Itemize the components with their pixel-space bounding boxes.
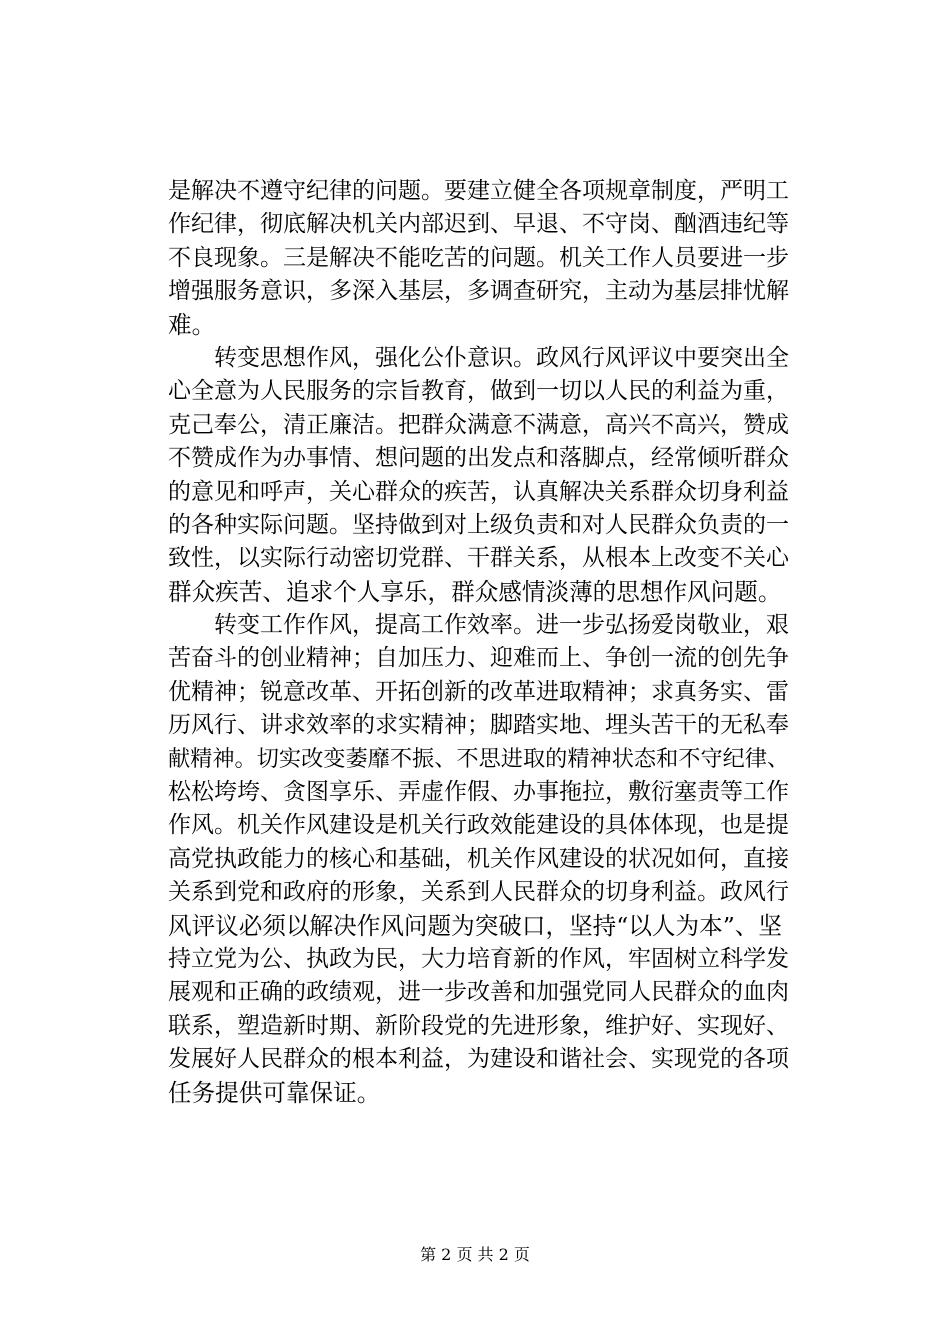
text-line: 不良现象。三是解决不能吃苦的问题。机关工作人员要进一步 — [168, 244, 789, 271]
text-line: 任务提供可靠保证。 — [168, 1078, 381, 1107]
text-line: 群众疾苦、追求个人享乐，群众感情淡薄的思想作风问题。 — [168, 577, 782, 606]
text-line: 克己奉公，清正廉洁。把群众满意不满意，高兴不高兴，赞成 — [168, 411, 789, 438]
text-line: 心全意为人民服务的宗旨教育，做到一切以人民的利益为重， — [168, 378, 789, 405]
text-line: 作纪律，彻底解决机关内部迟到、早退、不守岗、酗酒违纪等 — [168, 211, 789, 238]
text-line: 的意见和呼声，关心群众的疾苦，认真解决关系群众切身利益 — [168, 478, 789, 505]
text-line: 献精神。切实改变萎靡不振、不思进取的精神状态和不守纪律、 — [168, 745, 790, 772]
text-line: 不赞成作为办事情、想问题的出发点和落脚点，经常倾听群众 — [168, 445, 789, 472]
text-line: 作风。机关作风建设是机关行政效能建设的具体体现，也是提 — [168, 812, 789, 839]
text-line: 关系到党和政府的形象，关系到人民群众的切身利益。政风行 — [168, 879, 789, 906]
text-line: 转变工作作风，提高工作效率。进一步弘扬爱岗敬业，艰 — [168, 612, 789, 639]
text-line: 致性，以实际行动密切党群、干群关系，从根本上改变不关心 — [168, 545, 789, 572]
text-line: 展观和正确的政绩观，进一步改善和加强党同人民群众的血肉 — [168, 979, 789, 1006]
text-line: 优精神；锐意改革、开拓创新的改革进取精神；求真务实、雷 — [168, 678, 789, 705]
body-text — [168, 175, 790, 1110]
text-line: 松松垮垮、贪图享乐、弄虚作假、办事拖拉，敷衍塞责等工作 — [168, 779, 789, 806]
text-line: 持立党为公、执政为民，大力培育新的作风，牢固树立科学发 — [168, 945, 789, 972]
text-line: 增强服务意识，多深入基层，多调查研究，主动为基层排忧解 — [168, 278, 789, 305]
text-line: 的各种实际问题。坚持做到对上级负责和对人民群众负责的一 — [168, 511, 789, 538]
text-line: 风评议必须以解决作风问题为突破口，坚持“以人为本”、坚 — [168, 911, 782, 940]
page-footer: 第 2 页 共 2 页 — [420, 1245, 530, 1264]
text-line: 历风行、讲求效率的求实精神；脚踏实地、埋头苦干的无私奉 — [168, 712, 789, 739]
text-line: 是解决不遵守纪律的问题。要建立健全各项规章制度，严明工 — [168, 178, 789, 204]
text-line: 苦奋斗的创业精神；自加压力、迎难而上、争创一流的创先争 — [168, 645, 789, 672]
text-line: 发展好人民群众的根本利益，为建设和谐社会、实现党的各项 — [168, 1046, 789, 1073]
text-line: 联系，塑造新时期、新阶段党的先进形象，维护好、实现好、 — [168, 1012, 789, 1039]
text-line: 转变思想作风，强化公仆意识。政风行风评议中要突出全 — [168, 344, 789, 371]
text-line: 难。 — [168, 310, 216, 339]
text-line: 高党执政能力的核心和基础，机关作风建设的状况如何，直接 — [168, 845, 789, 872]
